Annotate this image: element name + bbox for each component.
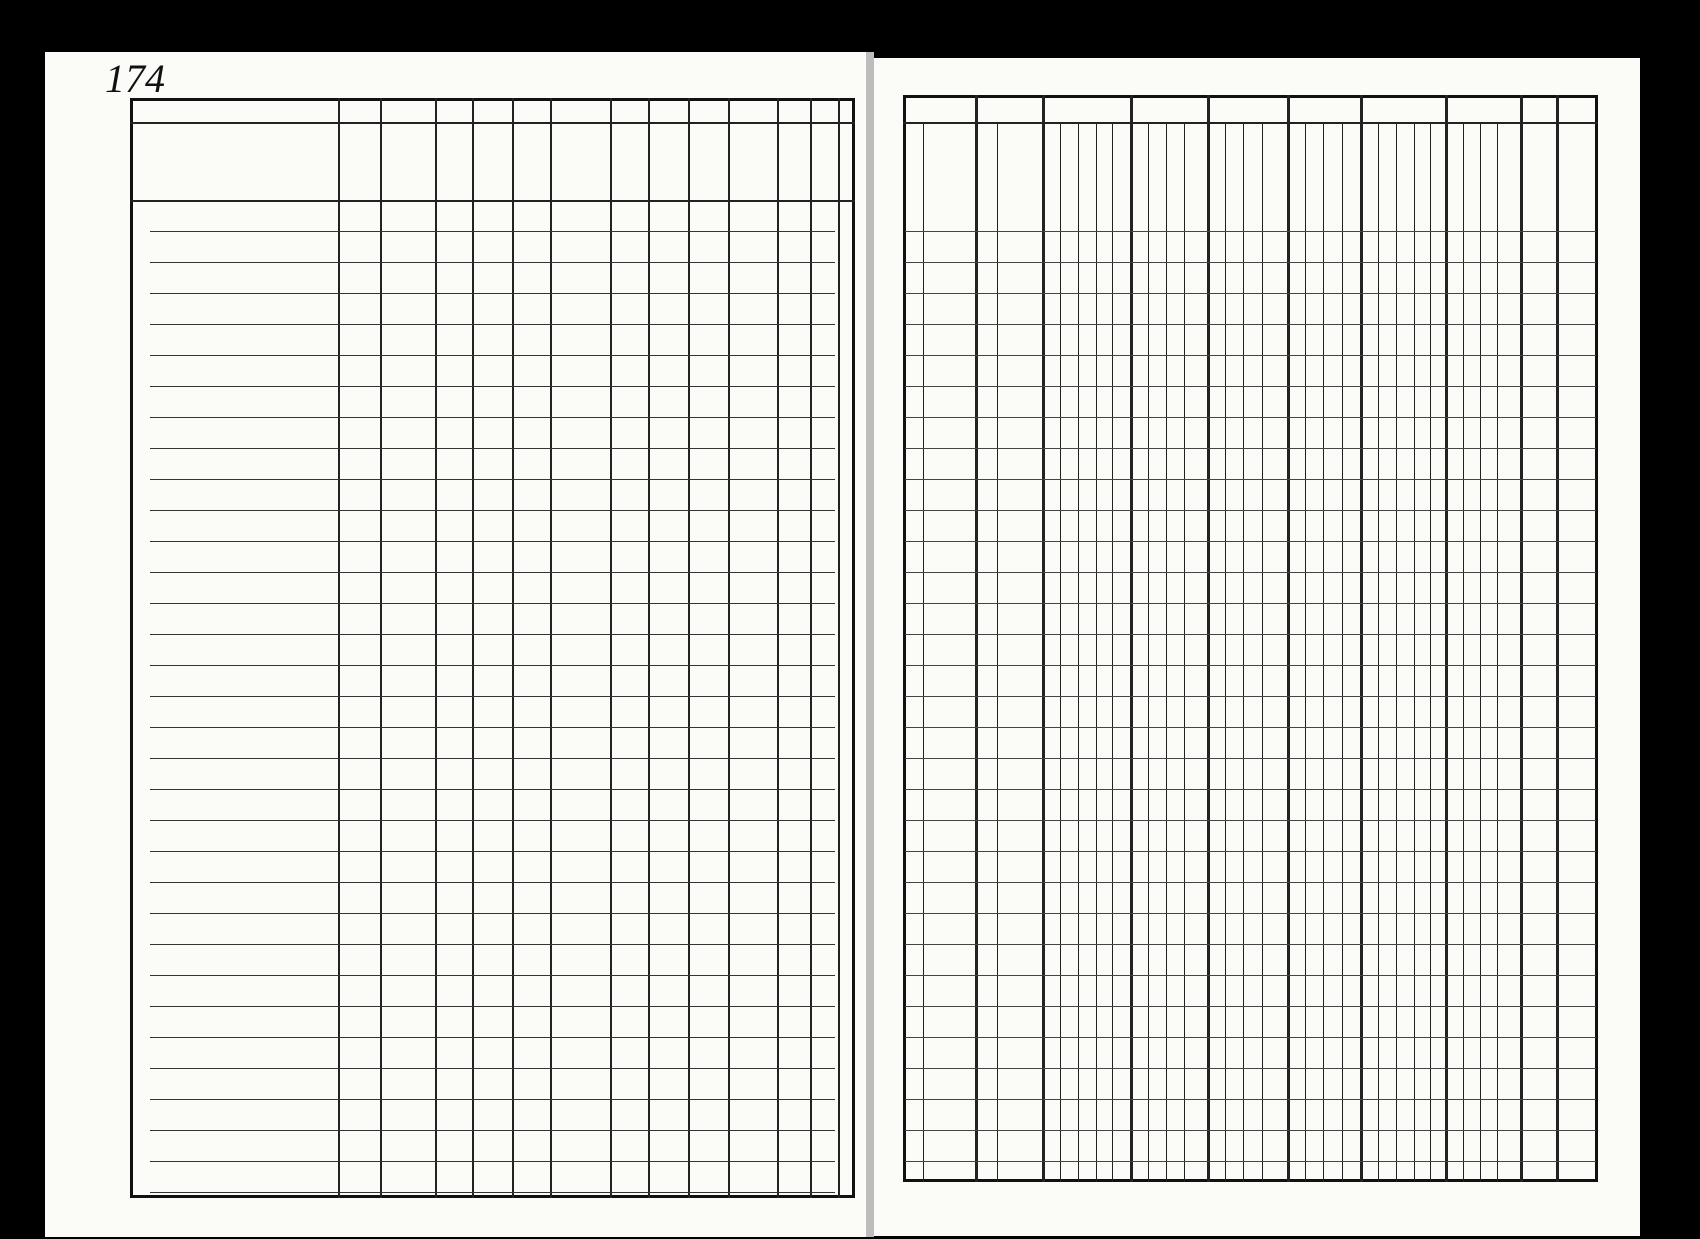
right-subcolumn-rule bbox=[1078, 122, 1079, 1182]
row-rule bbox=[150, 1192, 835, 1193]
row-rule bbox=[150, 448, 835, 449]
right-row-rule bbox=[905, 541, 1596, 542]
right-row-rule bbox=[905, 231, 1596, 232]
right-row-rule bbox=[905, 820, 1596, 821]
row-rule bbox=[150, 882, 835, 883]
right-row-rule bbox=[905, 293, 1596, 294]
row-rule bbox=[150, 665, 835, 666]
row-rule bbox=[150, 975, 835, 976]
row-rule bbox=[150, 262, 835, 263]
right-subcolumn-rule bbox=[1148, 122, 1149, 1182]
right-row-rule bbox=[905, 417, 1596, 418]
row-rule bbox=[150, 1130, 835, 1131]
right-row-rule bbox=[905, 1130, 1596, 1131]
right-row-rule bbox=[905, 882, 1596, 883]
row-rule bbox=[150, 479, 835, 480]
right-row-rule bbox=[905, 1161, 1596, 1162]
right-subcolumn-rule bbox=[1497, 122, 1498, 1182]
right-row-rule bbox=[905, 1068, 1596, 1069]
right-row-rule bbox=[905, 758, 1596, 759]
right-column-rule bbox=[1445, 95, 1448, 1182]
row-rule bbox=[150, 820, 835, 821]
column-rule bbox=[380, 98, 382, 1198]
row-rule bbox=[150, 1068, 835, 1069]
row-rule bbox=[150, 696, 835, 697]
row-rule bbox=[150, 944, 835, 945]
right-row-rule bbox=[905, 448, 1596, 449]
row-rule bbox=[150, 634, 835, 635]
right-subcolumn-rule bbox=[1480, 122, 1481, 1182]
row-rule bbox=[150, 913, 835, 914]
row-rule bbox=[150, 355, 835, 356]
row-rule bbox=[150, 293, 835, 294]
right-row-rule bbox=[905, 386, 1596, 387]
row-rule bbox=[150, 1099, 835, 1100]
row-rule bbox=[150, 541, 835, 542]
right-subcolumn-rule bbox=[1378, 122, 1379, 1182]
right-table-frame bbox=[903, 95, 1598, 1182]
row-rule bbox=[150, 572, 835, 573]
right-subcolumn-rule bbox=[1305, 122, 1306, 1182]
right-row-rule bbox=[905, 665, 1596, 666]
right-row-rule bbox=[905, 913, 1596, 914]
right-column-rule bbox=[1042, 95, 1045, 1182]
column-rule bbox=[777, 98, 779, 1198]
row-rule bbox=[150, 727, 835, 728]
right-subcolumn-rule bbox=[1225, 122, 1226, 1182]
page-number: 174 bbox=[105, 56, 165, 101]
row-rule bbox=[150, 417, 835, 418]
row-rule bbox=[150, 324, 835, 325]
row-rule bbox=[150, 231, 835, 232]
right-column-rule bbox=[1287, 95, 1290, 1182]
column-rule bbox=[550, 98, 552, 1198]
right-row-rule bbox=[905, 727, 1596, 728]
right-subcolumn-rule bbox=[1262, 122, 1263, 1182]
row-rule bbox=[150, 1006, 835, 1007]
header-bottom-rule bbox=[130, 200, 855, 202]
column-rule bbox=[648, 98, 650, 1198]
row-rule bbox=[150, 1161, 835, 1162]
right-subcolumn-rule bbox=[923, 122, 924, 1182]
left-table-frame bbox=[130, 98, 855, 1198]
right-subcolumn-rule bbox=[1396, 122, 1397, 1182]
right-row-rule bbox=[905, 789, 1596, 790]
column-rule bbox=[810, 98, 812, 1198]
column-rule bbox=[838, 98, 840, 1198]
right-subcolumn-rule bbox=[1414, 122, 1415, 1182]
right-row-rule bbox=[905, 1006, 1596, 1007]
column-rule bbox=[688, 98, 690, 1198]
right-row-rule bbox=[905, 510, 1596, 511]
right-subcolumn-rule bbox=[1430, 122, 1431, 1182]
column-rule bbox=[472, 98, 474, 1198]
right-column-rule bbox=[1360, 95, 1363, 1182]
right-row-rule bbox=[905, 851, 1596, 852]
column-rule bbox=[435, 98, 437, 1198]
right-row-rule bbox=[905, 262, 1596, 263]
right-subcolumn-rule bbox=[1166, 122, 1167, 1182]
row-rule bbox=[150, 603, 835, 604]
right-row-rule bbox=[905, 696, 1596, 697]
right-column-rule bbox=[1556, 95, 1559, 1182]
right-row-rule bbox=[905, 324, 1596, 325]
right-row-rule bbox=[905, 355, 1596, 356]
row-rule bbox=[150, 1037, 835, 1038]
right-subcolumn-rule bbox=[1463, 122, 1464, 1182]
right-header-rule bbox=[903, 122, 1598, 124]
right-subcolumn-rule bbox=[1096, 122, 1097, 1182]
row-rule bbox=[150, 510, 835, 511]
book-spine bbox=[866, 52, 874, 1237]
column-rule bbox=[338, 98, 340, 1198]
right-row-rule bbox=[905, 1099, 1596, 1100]
right-subcolumn-rule bbox=[1112, 122, 1113, 1182]
row-rule bbox=[150, 386, 835, 387]
header-divider bbox=[130, 122, 855, 124]
row-rule bbox=[150, 758, 835, 759]
right-column-rule bbox=[1520, 95, 1523, 1182]
right-row-rule bbox=[905, 944, 1596, 945]
right-row-rule bbox=[905, 479, 1596, 480]
right-subcolumn-rule bbox=[1060, 122, 1061, 1182]
right-row-rule bbox=[905, 603, 1596, 604]
right-row-rule bbox=[905, 1037, 1596, 1038]
right-row-rule bbox=[905, 634, 1596, 635]
column-rule bbox=[512, 98, 514, 1198]
right-subcolumn-rule bbox=[1184, 122, 1185, 1182]
right-column-rule bbox=[975, 95, 978, 1182]
column-rule bbox=[610, 98, 612, 1198]
right-row-rule bbox=[905, 975, 1596, 976]
right-subcolumn-rule bbox=[1323, 122, 1324, 1182]
right-row-rule bbox=[905, 572, 1596, 573]
column-rule bbox=[728, 98, 730, 1198]
right-subcolumn-rule bbox=[997, 122, 998, 1182]
right-subcolumn-rule bbox=[1243, 122, 1244, 1182]
right-column-rule bbox=[1207, 95, 1210, 1182]
right-column-rule bbox=[1130, 95, 1133, 1182]
row-rule bbox=[150, 851, 835, 852]
row-rule bbox=[150, 789, 835, 790]
right-subcolumn-rule bbox=[1342, 122, 1343, 1182]
